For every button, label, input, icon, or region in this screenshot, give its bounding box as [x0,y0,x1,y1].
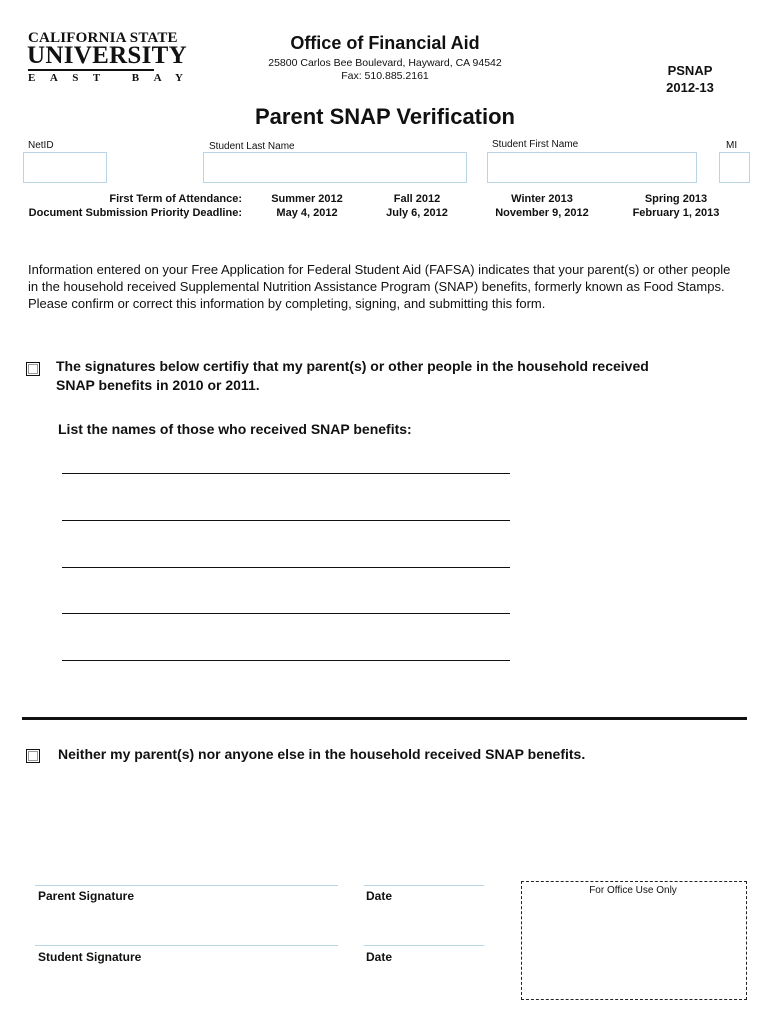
last-name-input[interactable] [203,152,467,183]
term-fall [362,192,472,220]
name-line-1[interactable] [62,473,510,474]
student-signature-line[interactable] [35,945,338,946]
parent-date-line[interactable] [364,885,484,886]
office-address: 25800 Carlos Bee Boulevard, Hayward, CA 94542 [268,57,502,69]
term-name: Winter 2013 [511,193,573,205]
netid-input[interactable] [23,152,107,183]
logo-rule [28,69,154,71]
term-summer [252,192,362,220]
office-title: Office of Financial Aid [290,33,480,53]
logo-university-line2: UNIVERSITY [27,42,187,69]
option2-checkbox[interactable] [26,749,40,763]
section-divider [22,717,747,720]
name-line-5[interactable] [62,660,510,661]
first-name-label: Student First Name [492,139,579,150]
form-code: PSNAP [667,63,713,78]
student-date-line[interactable] [364,945,484,946]
logo-university-line3: EAST BAY [28,72,198,84]
parent-signature-line[interactable] [35,885,338,886]
office-use-label: For Office Use Only [589,885,677,896]
office-fax: Fax: 510.885.2161 [341,70,429,82]
term-name: Fall 2012 [393,193,441,205]
logo-university-line1: CALIFORNIA STATE [28,30,178,46]
term-name: Summer 2012 [271,193,343,205]
option1-checkbox[interactable] [26,362,40,376]
term-deadline: July 6, 2012 [386,207,448,219]
option1-line2: SNAP benefits in 2010 or 2011. [56,377,260,393]
office-use-box [521,881,747,1000]
intro-paragraph: Information entered on your Free Application for Federal Student Aid (FAFSA) indicates that your parent(s) or other people in the household received Supplemental Nutrition Assistance Program (SNAP) benefits, formerly known as Food Stamps. Please confirm or correct this information by completing, signing, and submitting this form. [28,262,731,311]
mi-label: MI [726,140,738,151]
deadline-label: Document Submission Priority Deadline: [28,207,242,219]
form-year: 2012-13 [666,80,714,95]
last-name-label: Student Last Name [209,141,295,152]
term-spring [615,192,737,220]
option1-statement [56,357,746,395]
terms-labels [20,192,242,220]
parent-signature-label: Parent Signature [38,889,135,903]
first-term-label: First Term of Attendance: [109,193,242,205]
term-deadline: November 9, 2012 [495,207,589,219]
netid-label: NetID [28,140,54,151]
term-deadline: February 1, 2013 [632,207,720,219]
option1-line1: The signatures below certifiy that my parent(s) or other people in the household received [56,358,649,374]
name-line-3[interactable] [62,567,510,568]
mi-input[interactable] [719,152,750,183]
student-signature-label: Student Signature [38,950,142,964]
list-names-label: List the names of those who received SNAP benefits: [58,421,412,437]
term-deadline: May 4, 2012 [276,207,338,219]
term-winter [477,192,607,220]
first-name-input[interactable] [487,152,697,183]
term-name: Spring 2013 [644,193,708,205]
name-line-4[interactable] [62,613,510,614]
student-date-label: Date [366,950,393,964]
option2-statement: Neither my parent(s) nor anyone else in the household received SNAP benefits. [58,746,586,762]
parent-date-label: Date [366,889,393,903]
form-title: Parent SNAP Verification [254,104,515,129]
name-line-2[interactable] [62,520,510,521]
